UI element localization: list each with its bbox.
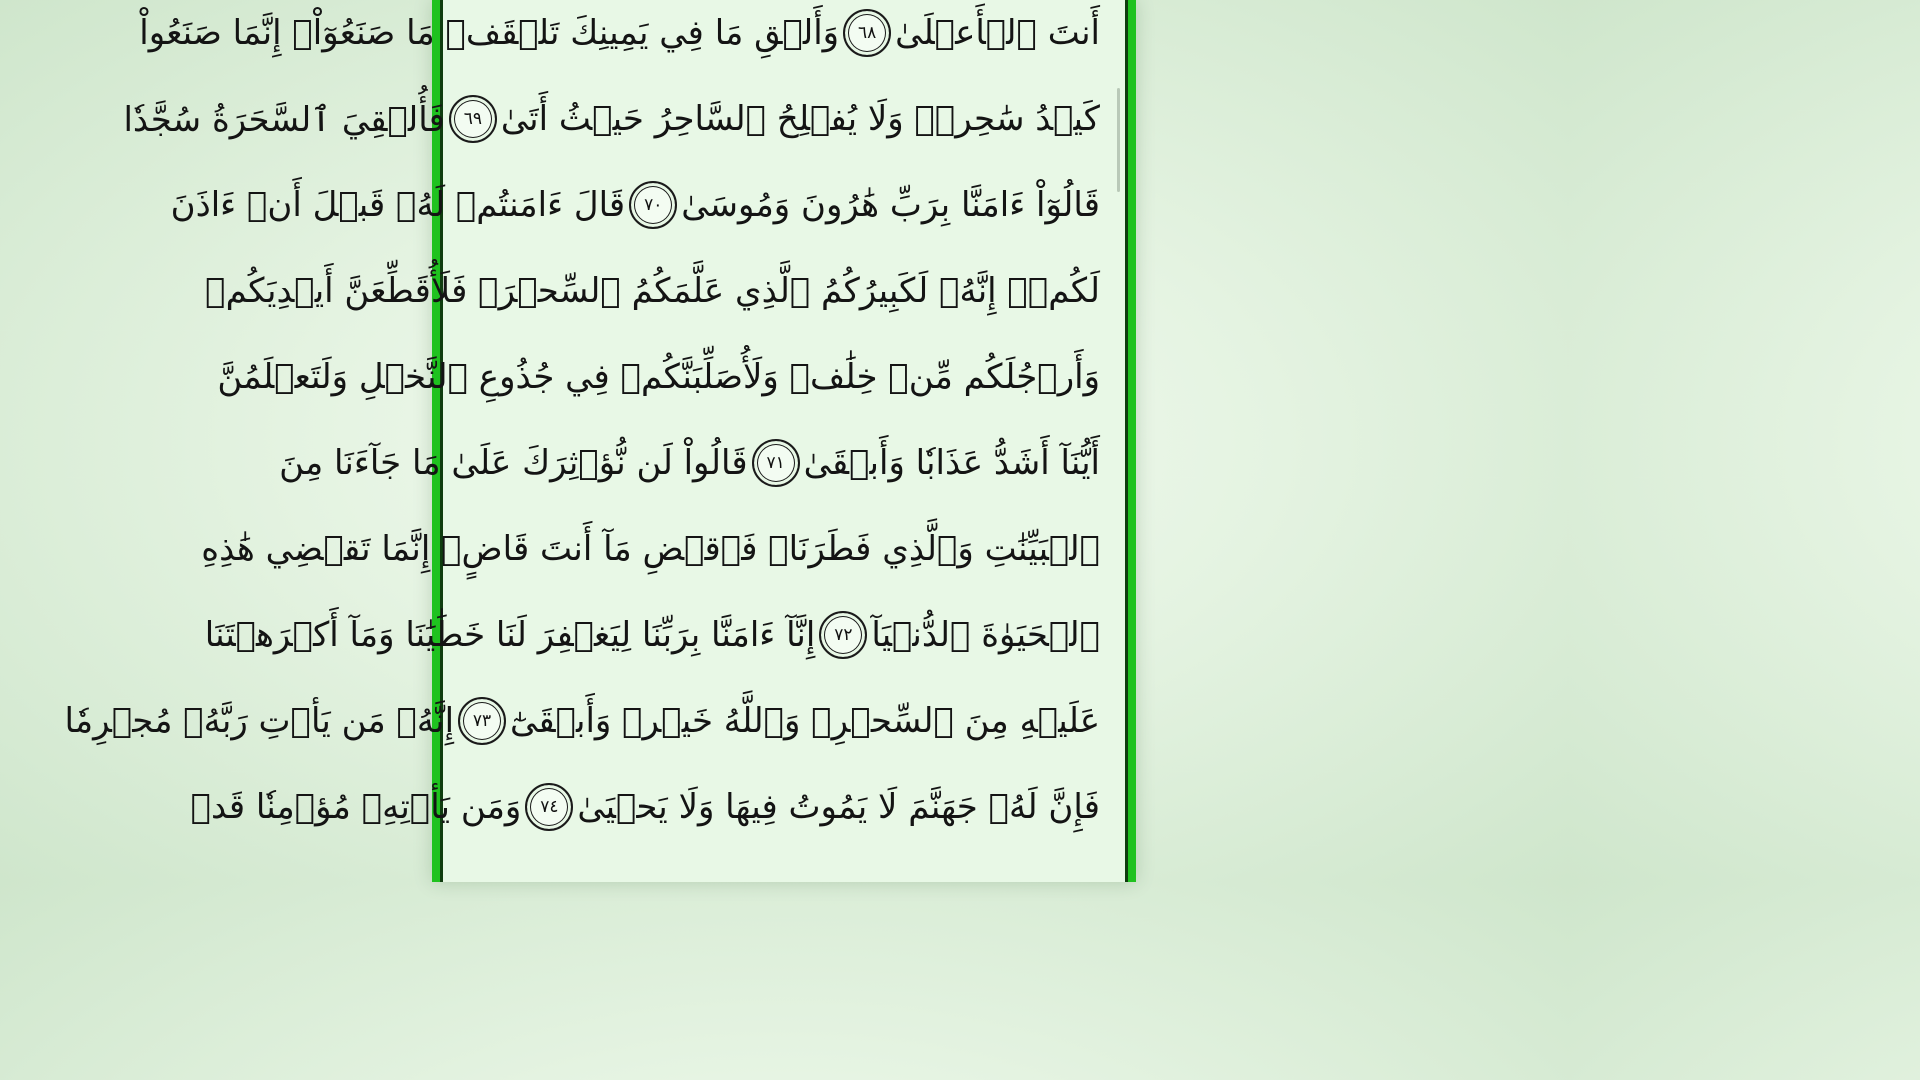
- verse-text: أَيُّنَآ أَشَدُّ عَذَابٗا وَأَبۡقَىٰ: [803, 443, 1100, 483]
- verse-line: [279, 420, 1100, 506]
- verse-text: إِنَّآ ءَامَنَّا بِرَبِّنَا لِيَغۡفِرَ لَنَا خَطَٰيَٰنَا وَمَآ أَكۡرَهۡتَنَا: [204, 615, 816, 655]
- verse-text: فَأُلۡقِيَ ٱلسَّحَرَةُ سُجَّدٗا: [123, 99, 445, 140]
- verse-text: قَالَ ءَامَنتُمۡ لَهُۥ قَبۡلَ أَنۡ ءَاذَنَ: [170, 185, 626, 225]
- ayah-number-marker: ٧٢: [819, 611, 867, 659]
- verse-text: لَكُمۡۖ إِنَّهُۥ لَكَبِيرُكُمُ ٱلَّذِي عَلَّمَكُمُ ٱلسِّحۡرَۖ فَلَأُقَطِّعَنَّ أَيۡدِيَكُمۡ: [205, 271, 1100, 311]
- verse-text: عَلَيۡهِ مِنَ ٱلسِّحۡرِۗ وَٱللَّهُ خَيۡرٞ وَأَبۡقَىٰٓ: [510, 701, 1100, 741]
- verse-line: [205, 248, 1100, 334]
- scrollbar[interactable]: [1117, 88, 1120, 192]
- verse-text: ٱلۡحَيَوٰةَ ٱلدُّنۡيَآ: [871, 615, 1100, 655]
- verse-line: [139, 0, 1100, 76]
- verse-line: [123, 76, 1100, 162]
- verse-text: ٱلۡبَيِّنَٰتِ وَٱلَّذِي فَطَرَنَاۖ فَٱقۡضِ مَآ أَنتَ قَاضٍۖ إِنَّمَا تَقۡضِي هَٰذِهِ: [201, 529, 1100, 569]
- ayah-number-marker: ٧٣: [458, 697, 506, 745]
- verse-text: قَالُواْ لَن نُّؤۡثِرَكَ عَلَىٰ مَا جَآءَنَا مِنَ: [279, 443, 748, 483]
- verse-line: [170, 162, 1100, 248]
- verse-text: كَيۡدُ سَٰحِرٖۖ وَلَا يُفۡلِحُ ٱلسَّاحِرُ حَيۡثُ أَتَىٰ: [500, 99, 1100, 139]
- ayah-number-marker: ٧٤: [525, 783, 573, 831]
- ayah-number-marker: ٧٠: [629, 181, 677, 229]
- ayah-number-marker: ٦٩: [449, 95, 497, 143]
- verse-text: أَنتَ ٱلۡأَعۡلَىٰ: [895, 13, 1100, 53]
- verse-text: قَالُوٓاْ ءَامَنَّا بِرَبِّ هَٰرُونَ وَمُوسَىٰ: [681, 185, 1100, 225]
- verse-line: [217, 334, 1100, 420]
- verse-text: وَمَن يَأۡتِهِۦ مُؤۡمِنٗا قَدۡ: [190, 787, 522, 827]
- verse-line: [204, 592, 1100, 678]
- verse-text: وَأَرۡجُلَكُم مِّنۡ خِلَٰفٖ وَلَأُصَلِّبَنَّكُمۡ فِي جُذُوعِ ٱلنَّخۡلِ وَلَتَعۡلَمُنَّ: [217, 357, 1100, 397]
- ayah-number-marker: ٦٨: [843, 9, 891, 57]
- verse-line: [201, 506, 1100, 592]
- verse-line: [190, 764, 1100, 850]
- verse-text: فَإِنَّ لَهُۥ جَهَنَّمَ لَا يَمُوتُ فِيهَا وَلَا يَحۡيَىٰ: [577, 787, 1100, 827]
- ayah-number-marker: ٧١: [752, 439, 800, 487]
- verse-text: وَأَلۡقِ مَا فِي يَمِينِكَ تَلۡقَفۡ مَا صَنَعُوٓاْۖ إِنَّمَا صَنَعُواْ: [139, 13, 840, 53]
- mushaf-page: [64, 0, 1136, 882]
- verse-text: إِنَّهُۥ مَن يَأۡتِ رَبَّهُۥ مُجۡرِمٗا: [64, 701, 455, 741]
- verse-line: [64, 678, 1100, 764]
